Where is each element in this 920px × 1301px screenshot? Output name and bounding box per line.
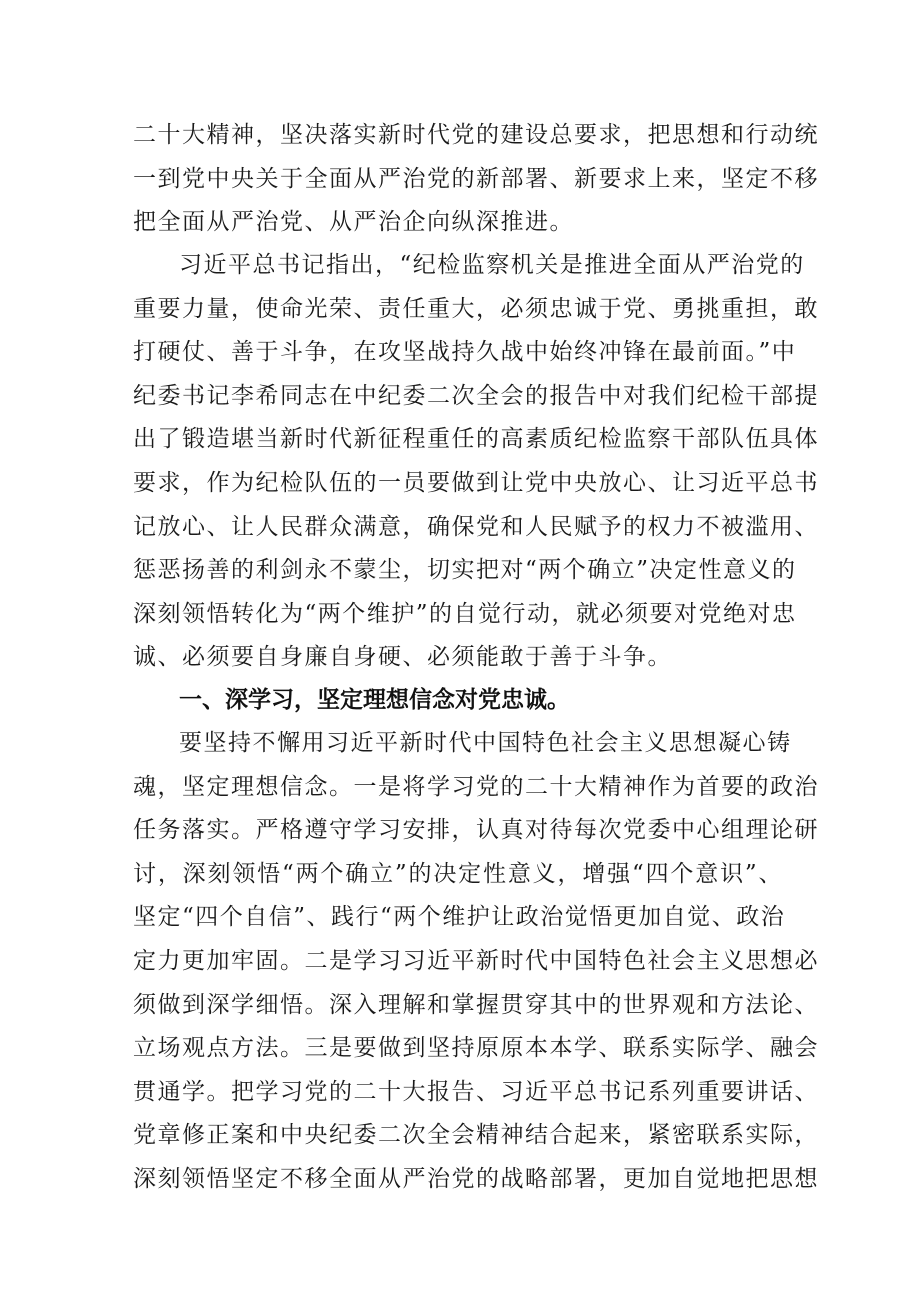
text-line: 魂，坚定理想信念。一是将学习党的二十大精神作为首要的政治 — [133, 773, 819, 800]
text-line: 讨，深刻领悟“两个确立”的决定性意义，增强“四个意识”、 — [133, 860, 783, 887]
text-line: 纪委书记李希同志在中纪委二次全会的报告中对我们纪检干部提 — [133, 382, 819, 409]
paragraph-discipline-inspection — [133, 244, 819, 680]
text-line: 出了锻造堪当新时代新征程重任的高素质纪检监察干部队伍具体 — [133, 426, 819, 453]
text-line: 立场观点方法。三是要做到坚持原原本本学、联系实际学、融会 — [133, 1035, 819, 1062]
text-line: 把全面从严治党、从严治企向纵深推进。 — [133, 209, 574, 236]
text-line: 惩恶扬善的利剑永不蒙尘，切实把对“两个确立”决定性意义的 — [133, 557, 797, 584]
text-line: 二十大精神，坚决落实新时代党的建设总要求，把思想和行动统 — [133, 122, 819, 148]
text-line: 深刻领悟转化为“两个维护”的自觉行动，就必须要对党绝对忠 — [133, 600, 797, 627]
text-line: 党章修正案和中央纪委二次全会精神结合起来，紧密联系实际， — [133, 1122, 819, 1149]
text-line: 要求，作为纪检队伍的一员要做到让党中央放心、让习近平总书 — [133, 469, 819, 496]
text-line: 要坚持不懈用习近平新时代中国特色社会主义思想凝心铸 — [179, 730, 792, 756]
text-line: 定力更加牢固。二是学习习近平新时代中国特色社会主义思想必 — [133, 947, 819, 974]
text-line: 深刻领悟坚定不移全面从严治党的战略部署，更加自觉地把思想 — [133, 1165, 819, 1192]
text-line: 重要力量，使命光荣、责任重大，必须忠诚于党、勇挑重担，敢 — [133, 295, 819, 322]
paragraph-continuation — [133, 114, 819, 245]
text-line: 习近平总书记指出，“纪检监察机关是推进全面从严治党的 — [179, 252, 805, 278]
text-line: 打硬仗、善于斗争，在攻坚战持久战中始终冲锋在最前面。”中 — [133, 339, 797, 366]
text-line: 记放心、让人民群众满意，确保党和人民赋予的权力不被滥用、 — [133, 513, 819, 540]
section-heading — [133, 679, 783, 723]
text-line: 任务落实。严格遵守学习安排，认真对待每次党委中心组理论研 — [133, 817, 819, 844]
text-line: 贯通学。把学习党的二十大报告、习近平总书记系列重要讲话、 — [133, 1078, 819, 1105]
text-line: 诚、必须要自身廉自身硬、必须能敢于善于斗争。 — [133, 644, 672, 671]
paragraph-study — [133, 722, 819, 1202]
text-line: 坚定“四个自信”、践行“两个维护让政治觉悟更加自觉、政治 — [133, 904, 786, 931]
text-line: 须做到深学细悟。深入理解和掌握贯穿其中的世界观和方法论、 — [133, 991, 819, 1018]
heading-text: 一、深学习，坚定理想信念对党忠诚。 — [179, 687, 570, 713]
text-line: 一到党中央关于全面从严治党的新部署、新要求上来，坚定不移 — [133, 165, 819, 192]
